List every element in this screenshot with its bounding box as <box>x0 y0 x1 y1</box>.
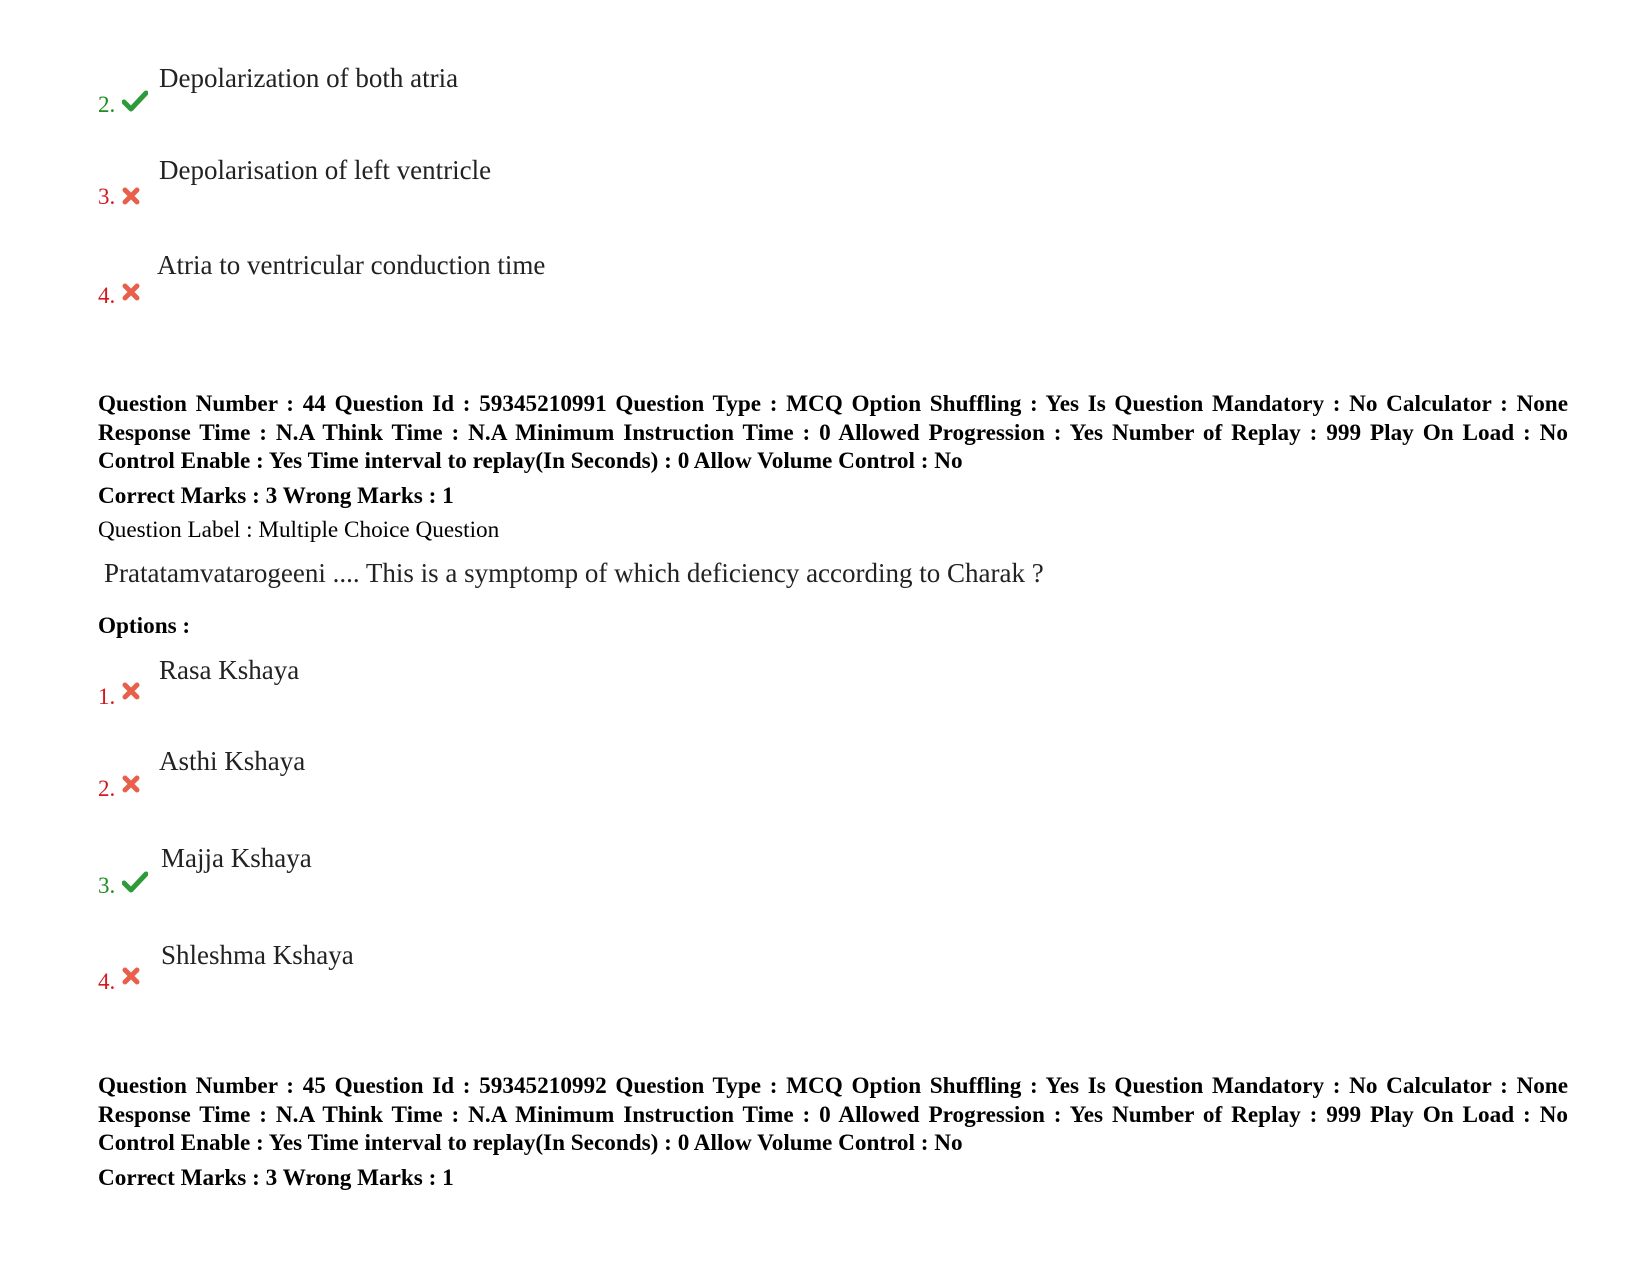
question-marks: Correct Marks : 3 Wrong Marks : 1 <box>98 483 454 509</box>
cross-icon <box>122 283 140 306</box>
check-icon <box>122 90 148 117</box>
question-metadata: Question Number : 44 Question Id : 59345210991 Question Type : MCQ Option Shuffling : Yes Is Question Mandatory : No Calculator : None Response Time : N.A Think Time : N.A Minimum Instruction Time : 0 Allowed Progression : Yes Number of Replay : 999 Play On Load : No Control Enable : Yes Time interval to replay(In Seconds) : 0 Allow Volume Control : No <box>98 391 1568 474</box>
cross-icon <box>122 682 140 705</box>
option-number: 4. <box>98 969 116 994</box>
question-marks: Correct Marks : 3 Wrong Marks : 1 <box>98 1165 454 1191</box>
question-metadata: Question Number : 45 Question Id : 59345210992 Question Type : MCQ Option Shuffling : Yes Is Question Mandatory : No Calculator : None Response Time : N.A Think Time : N.A Minimum Instruction Time : 0 Allowed Progression : Yes Number of Replay : 999 Play On Load : No Control Enable : Yes Time interval to replay(In Seconds) : 0 Allow Volume Control : No <box>98 1073 1568 1156</box>
option-text: Shleshma Kshaya <box>161 940 354 970</box>
option-number: 3. <box>98 873 116 898</box>
cross-icon <box>122 967 140 990</box>
cross-icon <box>122 775 140 798</box>
option-text: Rasa Kshaya <box>159 655 300 685</box>
options-heading: Options : <box>98 613 191 639</box>
option-number: 2. <box>98 92 116 117</box>
option-text: Depolarisation of left ventricle <box>159 155 492 185</box>
question-text: Pratatamvatarogeeni .... This is a symptomp of which deficiency according to Charak ? <box>104 558 1044 588</box>
option-number: 4. <box>98 283 116 308</box>
option-text: Majja Kshaya <box>161 843 312 873</box>
question-label: Question Label : Multiple Choice Question <box>98 517 500 543</box>
option-text: Asthi Kshaya <box>159 746 306 776</box>
option-number: 3. <box>98 184 116 209</box>
check-icon <box>122 871 148 898</box>
option-number: 2. <box>98 776 116 801</box>
option-text: Depolarization of both atria <box>159 63 459 93</box>
option-number: 1. <box>98 684 116 709</box>
cross-icon <box>122 187 140 210</box>
option-text: Atria to ventricular conduction time <box>157 250 546 280</box>
